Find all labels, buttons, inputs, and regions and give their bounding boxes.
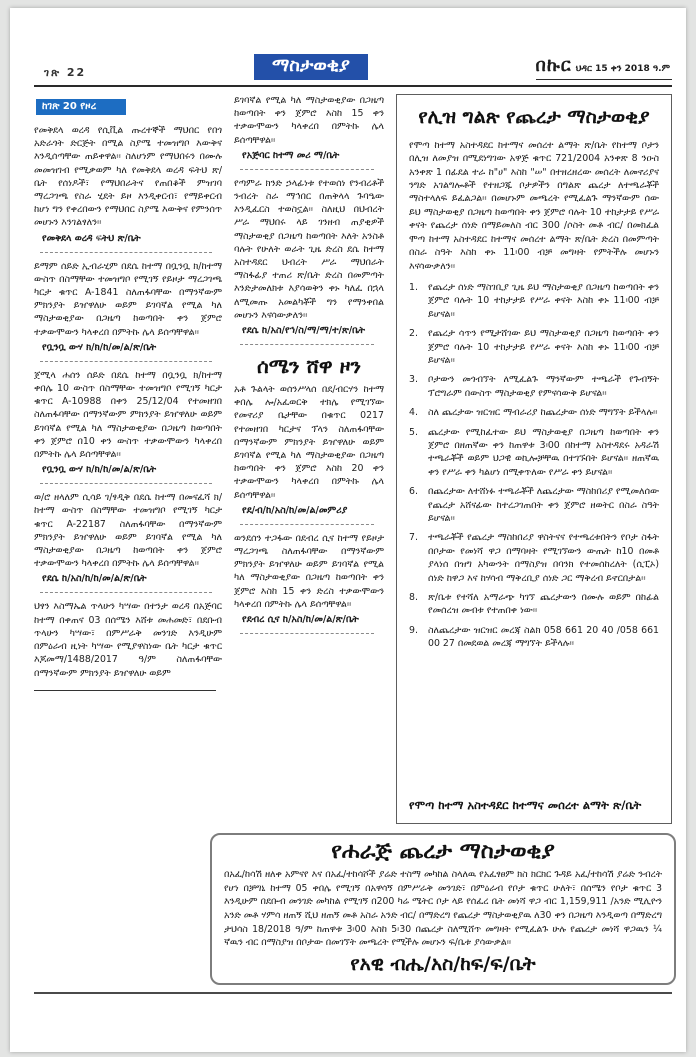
auction-notice-title: የሐራጅ ጨረታ ማስታወቂያ [331,838,555,864]
notice-body: ጀሚላ ሐሰን ሰይድ በደሴ ከተማ በቧንቧ ክ/ከተማ ቀበሌ 10 ውስጥ በስማቸው ተመዝግቦ የሚገኝ ካርታ ቁጥር A-10988 በቀን 25/12/04 የተመዘገበ ስለጠፋባቸው በማንኛውም ምክንያት ይዠዋለሁ ወይም ይገባኛል የሚል ካለ ማስታወቂያው በጋዜጣ ከወጣበት ቀን ጀምሮ በ10 ቀን ውስጥ ተቃውሞውን ካላቀረበ በምትኩ ሌላ ይሰጣቸዋል፡፡ [34,369,222,461]
section-divider [240,344,374,345]
notice-body: ይማም ሰይድ ኢብራሂም በደሴ ከተማ በቧንቧ ክ/ከተማ ውስጥ በስማቸው ተመዝግቦ የሚገኝ የይዞታ ማረጋገጫ ካርታ ቁጥር A-1841 ስለጠፋባቸው በማንኛውም ምክንያት ይዠዋለሁ ወይም ይገባኛል የሚል ካለ ማስታወቂያው በጋዜጣ ከወጣበት ቀን ጀምሮ ተቃውሞውን ካላቀረበ በምትኩ ሌላ ይሰጣቸዋል፡፡ [34,260,222,338]
issue-date: ህዳር 15 ቀን 2018 ዓ.ም [575,64,670,74]
list-item [409,531,659,585]
notice-signature: የደሴ ከ/አስ/ከ/ከ/መ/ል/ጽ/ቤት [42,573,147,585]
item-number: 7. [409,532,418,544]
item-text: የጨረታ ሰነድ ማስገቢያ ጊዜ ይህ ማስታወቂያ በጋዜጣ ከወጣበት ቀን ጀምሮ ባሉት 10 ተከታታይ የሥራ ቀናት እስከ ቀኑ 11፡00 ብቻ ይሆናል፡፡ [428,281,659,320]
lease-notice-signature: የሞጣ ከተማ አስተዳደር ከተማና መሰረተ ልማት ጽ/ቤት [409,798,642,812]
item-text: ጨረታው የሚከፈተው ይህ ማስታወቂያ በጋዜጣ ከወጣበት ቀን ጀምሮ በዘጠኛው ቀን ከጠዋቱ 3፡00 በከተማ አስተዳደሩ አዳራሽ ተጫራቾች ወይም ህጋዊ ወኪሎቻቸዉ በተገኙበት ይሆናል፡፡ ዘጠኛዉ ቀን የሥራ ቀን ካልሆነ በሚቀጥለው የሥራ ቀን ይሆናል፡፡ [428,426,659,478]
item-number: 4. [409,407,418,419]
item-number: 9. [409,624,418,636]
item-number: 6. [409,486,418,498]
notice-signature: የአጅባር ከተማ መሪ ማ/ቤት [242,149,340,161]
section-divider [40,252,212,253]
section-divider [240,633,374,634]
column-end-rule [34,690,216,691]
page-header [34,54,672,87]
masthead-title: ማስታወቂያ [254,54,368,80]
notice-body-continuation: ይገባኛል የሚል ካለ ማስታወቂያው በጋዜጣ ከወጣበት ቀን ጀምሮ እስከ 15 ቀን ተቃውሞውን ካላቀረበ በምትኩ ሌላ ይሰጣቸዋል፡፡ [234,95,384,146]
list-item [409,406,659,419]
auction-notice-signature: የአዊ ብሔ/አስ/ከፍ/ፍ/ቤት [350,952,536,975]
section-divider [240,524,374,525]
item-text: ቦታውን መጎብኘት ለሚፈልጉ ማንኛውም ተጫራች የጉብኝት ፕሮግራም በውስጥ ማስታወቂያ የምናሳውቅ ይሆናል፡፡ [428,374,659,399]
page-bottom-rule [34,992,672,994]
auction-notice-body: በአፈ/ከሳሽ ዘለቀ አምናየ እና በአፈ/ተከሳሾች ያሬድ ተስማ መካከል ስላለዉ የአፈፃፀም ክስ ክርክር ጉዳይ አፈ/ተከሳሽ ያሬድ ንብረት የሆነ በቻግኒ ከተማ 05 ቀበሌ የሚገኝ በአዋሳኝ በምሥራቅ መንገድ፣ በምዕራብ የቦታ ቁጥር ሁለት፣ በሰሜን የቦታ ቁጥር 3 እንዲሁም በደቡብ መንገድ መካከል የሚገኝ በ200 ካሬ ሜትር ቦታ ላይ የሰፈረ ቤት መነሻ ዋጋ ብር 1,159,911 /አንድ ሚሊዮን አንድ መቶ ሃምሳ ዘጠኝ ሺህ ዘጠኝ መቶ አስራ አንድ ብር/ በማድረግ የጨረታ ማስታወቂያዉ ለ30 ቀን በጋዜጣ እንዲወጣ በማድረግ ታህሳስ 18/2018 ዓ/ም ከጠዋቱ 3፡00 እስከ 5፡30 በጨረታ ስለሚሸጥ መግዛት የሚፈልጉ ሁሉ የጨረታ መነሻ ዋጋዉን ¼ ኛዉን ብር በማስያዝ በቦታው በመገኘት መጫረት የሚችሉ መሆኑን ፍ/ቤቱ ያሳውቃል፡፡ [224,869,662,949]
notice-signature: የደብረ ሲና ከ/አስ/ከ/መ/ል/ጽ/ቤት [242,614,359,626]
item-text: ጽ/ቤቱ የተሻለ አማራጭ ካገኘ ጨረታውን በሙሉ ወይም በከፊል የመሰረዝ መብቱ የተጠበቀ ነው፡፡ [428,592,659,617]
issue-info [536,55,672,80]
notice-body-continued: ህፃን እስማኤል ጥላሁን ካሣው በተንታ ወረዳ በአጅባር ከተማ በቀጠና 03 በሰሜን እሸቱ መሐመድ፣ በደቡብ ጥላሁን ካሣው፣ በምሥራቅ መንገድ እንዲሁም በምዕራብ ዚነት ካሣው የሚያዋስነው ቤት ካርታ ቁጥር እጆመማ/1488/2017 ዓ/ም ስለጠፋባቸው በማንኛውም ምክንያት ይዠዋለሁ ወይም [34,601,222,679]
notice-signature: የደ/ብ/ከ/አስ/ከ/መ/ል/መምሪያ [242,504,348,516]
section-divider [40,592,212,593]
lease-notice-intro: የሞጣ ከተማ አስተዳደር ከተማና መሰረተ ልማት ጽ/ቤት የከተማ ቦታን በሊዝ ለመያዝ በሚደነግገው አዋጅ ቁጥር 721/2004 አንቀጽ 8 ንዑስ አንቀጽ 1 በፊደል ተራ ከ"ሀ" እስከ "ሠ" በተዘረዘረው መሰረት ለመኖሪያና ንግድ አገልግሎቶች የተዘጋጁ ቦታዎችን በግልጽ ጨረታ ለተጫራቾች ማስተላለፍ ይፈልጋል፡፡ በመሆኑም መጫረት የሚፈልጉ ማንኛውም ሰው ይህ ማስታወቂያ በጋዜጣ ከወጣበት ቀን ጀምሮ ባሉት 10 ተከታታይ የሥራ ቀናት የጨረታ ሰነድ በማይመለስ ብር 300 /ሶስት መቶ ብር/ በመክፈል ሞጣ ከተማ አስተዳደር ከተማና መሰረተ ልማት ጽ/ቤት ድረስ በመምጣት በስራ ስዓት እስከ ቀኑ 11፡00 ብቻ መግዛት የምትችሉ መሆኑን እናሳውቃለን፡፡ [409,139,659,272]
notice-body: ወንደሰን ተጋፋው በደብረ ሲና ከተማ የይዞታ ማረጋገጫ ስለጠፋባቸው በማንኛውም ምክንያት ይዠዋለሁ ወይም ይገባኛል የሚል ካለ ማስታወቂያው በጋዜጣ ከወጣበት ቀን ጀምሮ እስከ 15 ቀን ድረስ ተቃውሞውን ካላቀረበ በምትኩ ሌላ ይሰጣቸዋል፡፡ [234,532,384,610]
notice-body: አቶ ጉልላት ወሰንሥላሰ በደ/ብርሃን ከተማ ቀበሌ ሎ/አፈወርቅ ተክሌ የሚገኘው የመኖሪያ ቤታቸው በቁጥር 0217 የተመዘገበ ካርታና ፕላን ስለጠፋባቸው በማንኛውም ምክንያት ይዠዋለሁ ወይም ይገባኛል የሚል ካለ ማስታወቂያው በጋዜጣ ከወጣበት ቀን ጀምሮ እስከ 20 ቀን ተቃውሞውን ካላቀረበ በምትኩ ሌላ ይሰጣቸዋል፡፡ [234,384,384,501]
item-text: ስለጨረታው ዝርዝር መረጃ ስልክ 058 661 20 40 /058 661 00 27 በመደወል መረጃ ማግኘት ይችላሉ፡፡ [428,624,659,650]
list-item [409,327,659,367]
item-number: 1. [409,281,418,293]
notice-body: የመቅደላ ወረዳ የሲቪል ጡረተኞች ማህበር የበጎ አድራጎት ድርጅት በሚል ስያሜ ተመዝግቦ እውቅና እንዲሰጣቸው ጠይቀዋል፡፡ ስለሆነም የማህበሩን በሙሉ መመዝገብ የሚቃወም ካለ የመቅደላ ወረዳ ፍትህ ጽ/ቤት የሰነዶች፣ የማህበራትና የጠበቆች ምዝገባ ማረጋገጫ የስራ ሂደት ይዞ እንዲቀርብ፣ የማይቀርብ ከሆነ ግን የቀረበውን የማህበር ስያሜ እውቅና የምንሰጥ መሆኑን እንገልፃለን፡፡ [34,125,222,229]
notice-body: የጣምራ ክንድ ኃላፊነቱ የተወሰነ የንብረቶች ንብረት ስራ ማኅበር በጠቅላላ ጉባዔው እንዲፈርስ ተወስኗል፡፡ ስለዚህ በህብረት ሥራ ማህበሩ ላይ ገንዘብ ጠያቂዎች ማስታወቂያ በጋዜጣ ከወጣበት እለት አንስቶ ባሉት የሁለት ወራት ጊዜ ድረስ ደሴ ከተማ አስተዳደር ህብረት ሥራ ማህበራት ማስፋፊያ ተጠሪ ጽ/ቤት ድረስ በመምጣት እንድታመለክቱ እያሳወቅን ቀኑ ካለፈ በኋላ ለሚመጡ አመልካቾች ግን የማንቀበል መሆኑን እናሳውቃለን፡፡ [234,177,384,321]
page-number: ገጽ 22 [44,66,87,79]
columns-row [234,94,672,824]
item-text: በጨረታው ለተሸነፉ ተጫራቾች ለጨረታው ማስከበሪያ የሚመለሰው የጨረታ አሸናፊው ከተረጋገጠበት ቀን ጀምሮ ዘወትር በስራ ስዓት ይሆናል፡፡ [428,486,659,524]
lease-notice-list [409,281,659,657]
item-text: ስለ ጨረታው ዝርዝር ማብራሪያ ከጨረታው ሰነድ ማግኘት ይችላሉ፡፡ [428,407,658,419]
list-item [409,485,659,525]
section-divider [40,361,212,362]
item-number: 3. [409,374,418,386]
list-item [409,591,659,618]
item-text: የጨረታ ሳጥን የሚታሸገው ይህ ማስታወቂያ በጋዜጣ ከወጣበት ቀን ጀምሮ ባሉት 10 ተከታታይ የሥራ ቀናት እስከ ቀኑ 11፡00 ብቻ ይሆናል፡፡ [428,328,659,366]
middle-column [234,94,384,824]
auction-notice-box [210,833,676,985]
item-number: 5. [409,426,418,438]
left-column [34,94,222,985]
notice-signature: የቧንቧ ውሃ ክ/ክ/ከ/መ/ል/ጽ/ቤት [42,341,157,353]
item-number: 2. [409,328,418,340]
right-area [224,94,672,985]
page-content [34,94,672,985]
notice-body: ወ/ሮ ዘላለም ሲሳይ ገ/ፃዲቅ በደሴ ከተማ በመናፈሻ ክ/ከተማ ውስጥ በስማቸው ተመዝግቦ የሚገኝ ካርታ ቁጥር A-22187 ስለጠፋባቸው በማንኛውም ምክንያት ይዠዋለሁ ወይም ይገባኛል የሚል ካለ ማስታወቂያው በጋዜጣ ከወጣበት ቀን ጀምሮ ተቃውሞውን ካላቀረበ በምትኩ ሌላ ይሰጣቸዋል፡፡ [34,492,222,570]
list-item [409,281,659,321]
continued-from-label: ከገጽ 20 የዞረ [36,99,126,115]
zone-section-heading: ሰሜን ሸዋ ዞን [256,354,361,379]
list-item [409,624,659,651]
list-item [409,373,659,400]
list-item [409,426,659,480]
item-number: 8. [409,592,418,604]
notice-signature: የቧንቧ ውሃ ክ/ክ/ከ/መ/ል/ጽ/ቤት [42,464,157,476]
lease-notice-title: የሊዝ ግልጽ የጨረታ ማስታወቂያ [418,106,650,128]
lease-tender-notice-box [396,94,672,824]
item-text: ተጫራቾች የጨረታ ማስከበሪያ ዋስትናና የተጫረቱበትን የቦታ ስፋት በቦታው የመነሻ ዋጋ በማባዛት የሚገኘውን ውጤት ከ10 በመቶ ያላነሰ በዝግ አካውንት በማስያዝ በባንክ የተመሰከረለት (ሲፒኦ) ሰነድ ከዋጋ እና ከሃሳብ ማቅረቢያ ሰነድ ጋር ማቅረብ ይኖርበታል፡፡ [428,532,659,584]
section-divider [240,169,374,170]
paper-name: በኩር [535,55,572,76]
notice-signature: የመቅደላ ወረዳ ፍትህ ጽ/ቤት [42,232,141,244]
notice-signature: የደሴ ከ/አስ/የኅ/ስ/ማ/ማ/ተ/ጽ/ቤት [242,325,365,337]
newspaper-page [10,8,686,1052]
section-divider [40,483,212,484]
